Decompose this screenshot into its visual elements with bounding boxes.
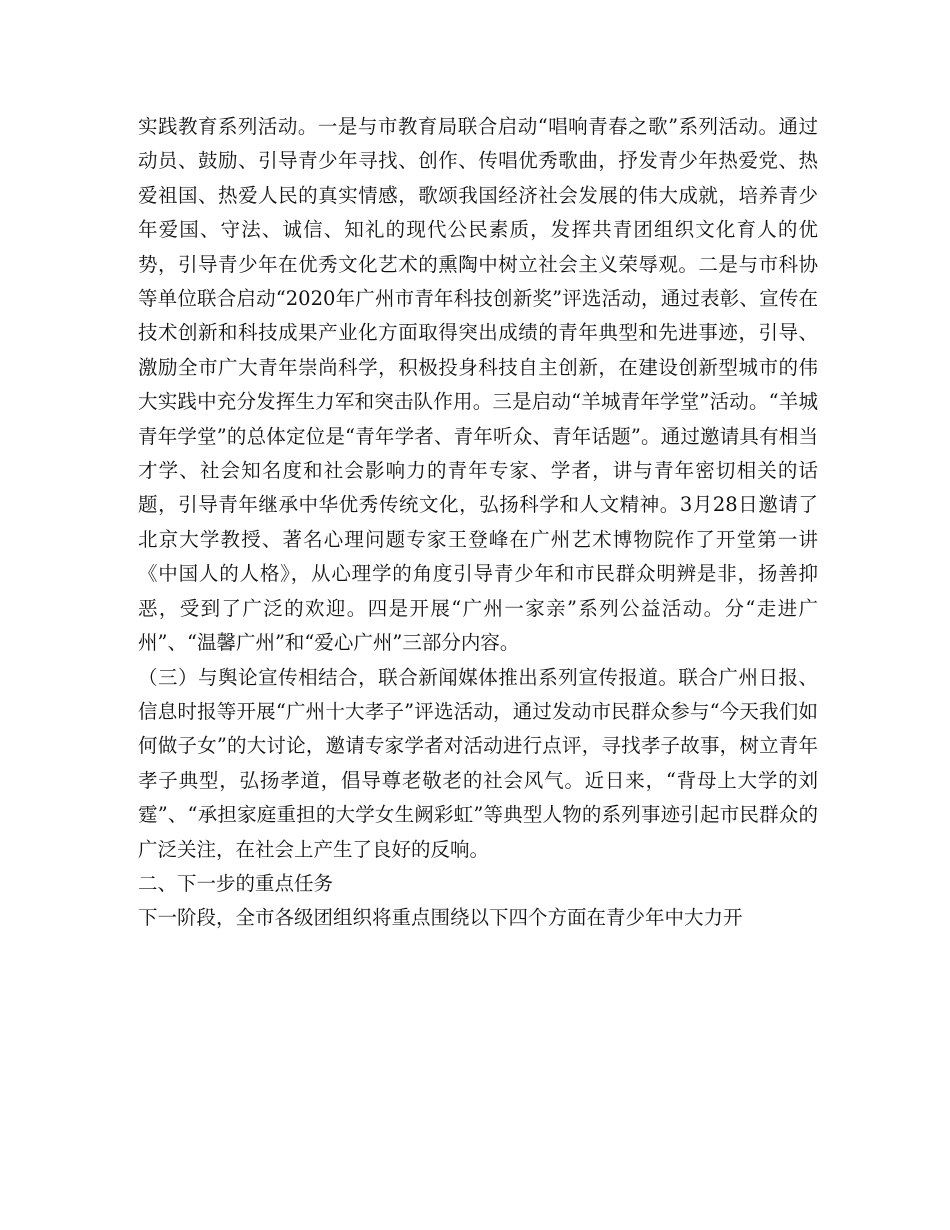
section-heading-next-tasks: 二、下一步的重点任务 [138,871,334,895]
paragraph-media-publicity: （三）与舆论宣传相结合，联合新闻媒体推出系列宣传报道。联合广州日报、信息时报等开展“广州十大孝子”评选活动，通过发动市民群众参与“今天我们如何做子女”的大讨论，邀请专家学者对活动进行点评，寻找孝子故事，树立青年孝子典型，弘扬孝道，倡导尊老敬老的社会风气。近日来，“背母上大学的刘霆”、“承担家庭重担的大学女生阙彩虹”等典型人物的系列事迹引起市民群众的广泛关注，在社会上产生了良好的反响。 [138,665,818,861]
paragraph-practice-activities: 实践教育系列活动。一是与市教育局联合启动“唱响青春之歌”系列活动。通过动员、鼓励、引导青少年寻找、创作、传唱优秀歌曲，抒发青少年热爱党、热爱祖国、热爱人民的真实情感，歌颂我国经济社会发展的伟大成就，培养青少年爱国、守法、诚信、知礼的现代公民素质，发挥共青团组织文化育人的优势，引导青少年在优秀文化艺术的熏陶中树立社会主义荣辱观。二是与市科协等单位联合启动“2020年广州市青年科技创新奖”评选活动，通过表彰、宣传在技术创新和科技成果产业化方面取得突出成绩的青年典型和先进事迹，引导、激励全市广大青年崇尚科学，积极投身科技自主创新，在建设创新型城市的伟大实践中充分发挥生力军和突击队作用。三是启动“羊城青年学堂”活动。“羊城青年学堂”的总体定位是“青年学者、青年听众、青年话题”。通过邀请具有相当才学、社会知名度和社会影响力的青年专家、学者，讲与青年密切相关的话题，引导青年继承中华优秀传统文化，弘扬科学和人文精神。3月28日邀请了北京大学教授、著名心理问题专家王登峰在广州艺术博物院作了开堂第一讲《中国人的人格》，从心理学的角度引导青少年和市民群众明辨是非，扬善抑恶，受到了广泛的欢迎。四是开展“广州一家亲”系列公益活动。分“走进广州”、“温馨广州”和“爱心广州”三部分内容。 [138,115,818,655]
paragraph-next-stage: 下一阶段，全市各级团组织将重点围绕以下四个方面在青少年中大力开 [138,906,743,930]
document-body [138,110,818,936]
